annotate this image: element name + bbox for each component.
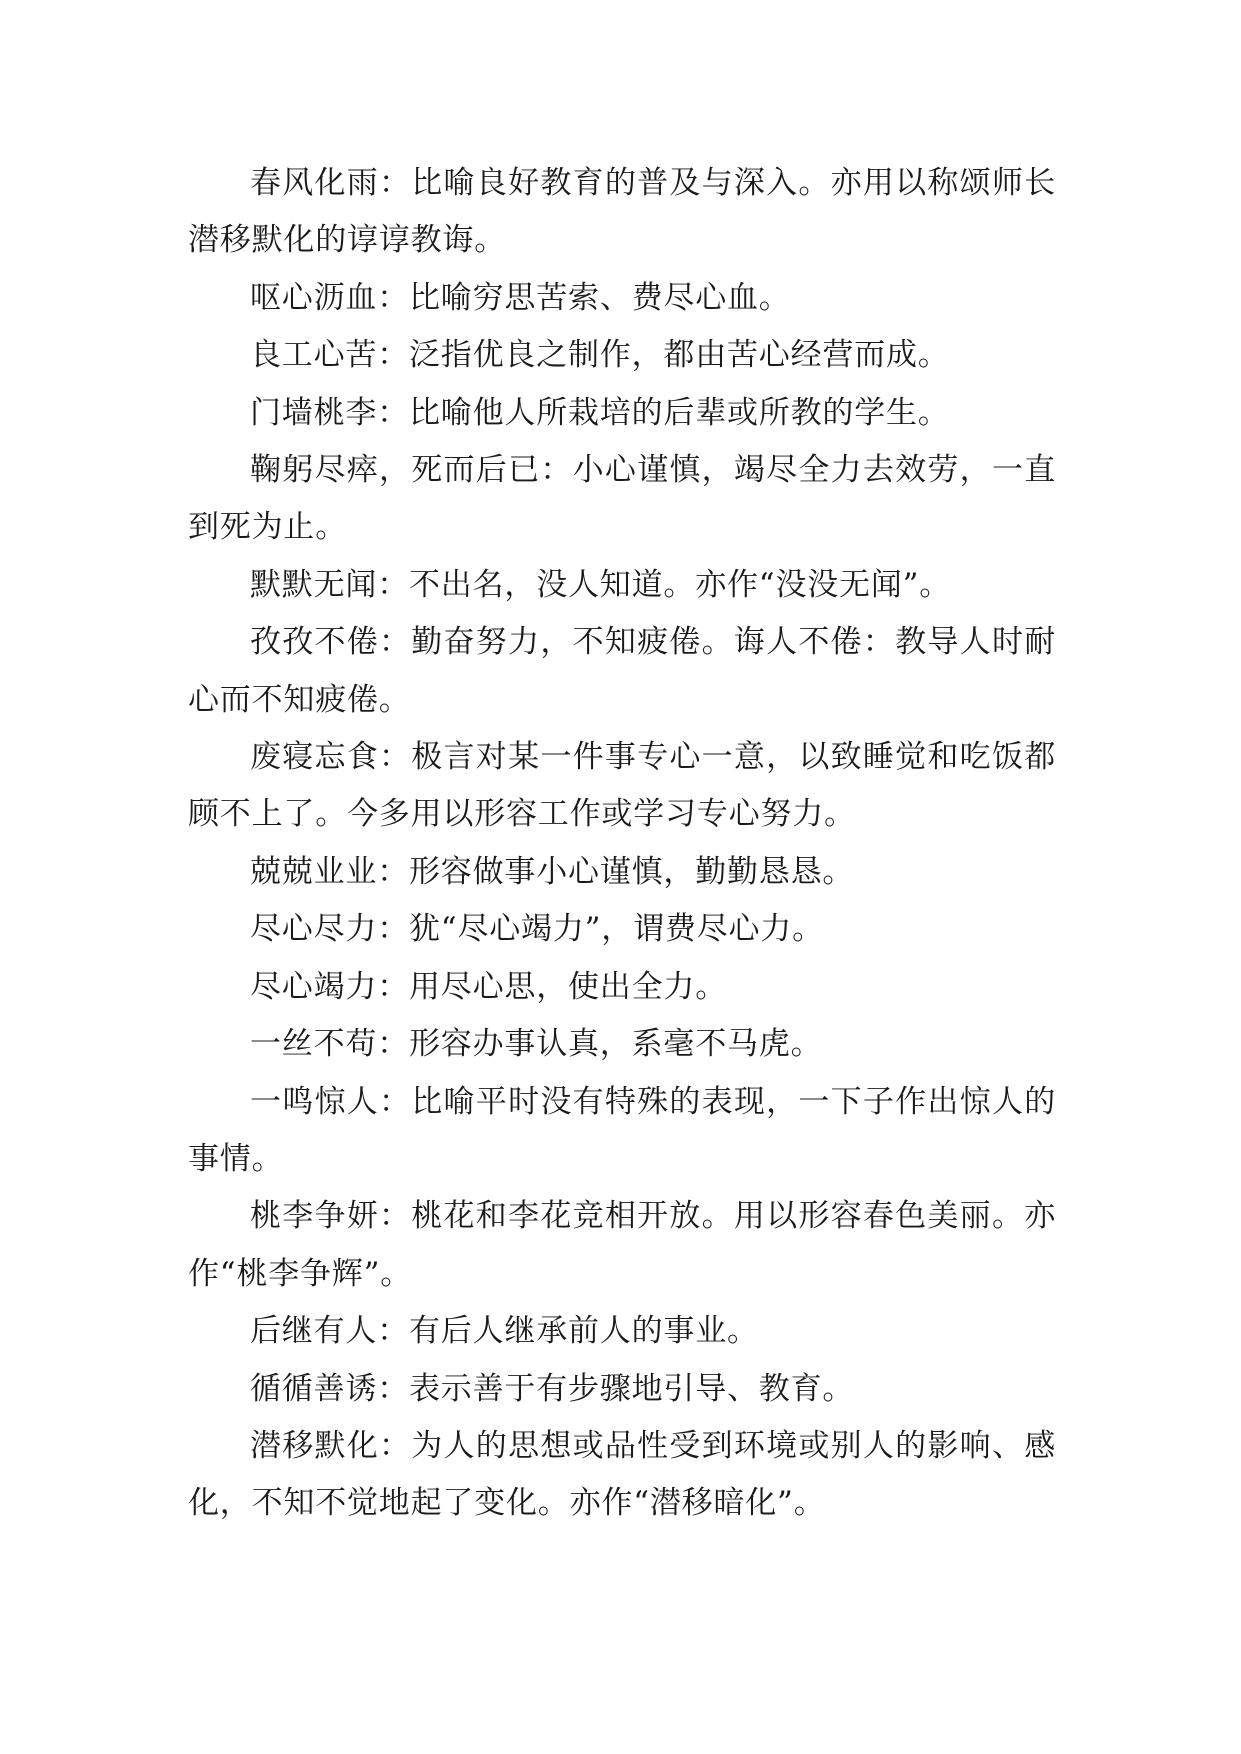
paragraph-qianyi-mohua: 潜移默化：为人的思想或品性受到环境或别人的影响、感化，不知不觉地起了变化。亦作“潜移暗化”。 (188, 1427, 1056, 1522)
paragraph-jugong-jincui: 鞠躬尽瘁，死而后已：小心谨慎，竭尽全力去效劳，一直到死为止。 (188, 452, 1056, 546)
paragraph-taoli-zhengyan: 桃李争妍：桃花和李花竞相开放。用以形容春色美丽。亦作“桃李争辉”。 (188, 1198, 1056, 1292)
paragraph-momo-wuwen: 默默无闻：不出名，没人知道。亦作“没没无闻”。 (250, 566, 952, 603)
paragraph-lianggong-xinku: 良工心苦：泛指优良之制作，都由苦心经营而成。 (250, 337, 950, 374)
paragraph-xunxun-shanyou: 循循善诱：表示善于有步骤地引导、教育。 (250, 1370, 855, 1407)
paragraph-houji-youren: 后继有人：有后人继承前人的事业。 (250, 1313, 759, 1350)
paragraph-zizi-bujuan: 孜孜不倦：勤奋努力，不知疲倦。诲人不倦：教导人时耐心而不知疲倦。 (188, 624, 1056, 718)
document-body (188, 155, 1056, 1533)
paragraph-yiming-jingren: 一鸣惊人：比喻平时没有特殊的表现，一下子作出惊人的事情。 (188, 1083, 1056, 1177)
paragraph-menqiang-taoli: 门墙桃李：比喻他人所栽培的后辈或所教的学生。 (250, 394, 950, 431)
paragraph-chunfeng-huayu: 春风化雨：比喻良好教育的普及与深入。亦用以称颂师长潜移默化的谆谆教诲。 (188, 165, 1056, 259)
paragraph-jinxin-jinli: 尽心尽力：犹“尽心竭力”，谓费尽心力。 (250, 911, 824, 948)
paragraph-feiqin-wangshi: 废寝忘食：极言对某一件事专心一意，以致睡觉和吃饭都顾不上了。今多用以形容工作或学习专心努力。 (188, 739, 1056, 833)
paragraph-jinxin-jieli: 尽心竭力：用尽心思，使出全力。 (250, 968, 727, 1005)
paragraph-yisi-bugou: 一丝不苟：形容办事认真，系毫不马虎。 (250, 1026, 823, 1063)
paragraph-jingjing-yeye: 兢兢业业：形容做事小心谨慎，勤勤恳恳。 (250, 853, 855, 890)
paragraph-ouxin-lixue: 呕心沥血：比喻穷思苦索、费尽心血。 (250, 279, 791, 316)
